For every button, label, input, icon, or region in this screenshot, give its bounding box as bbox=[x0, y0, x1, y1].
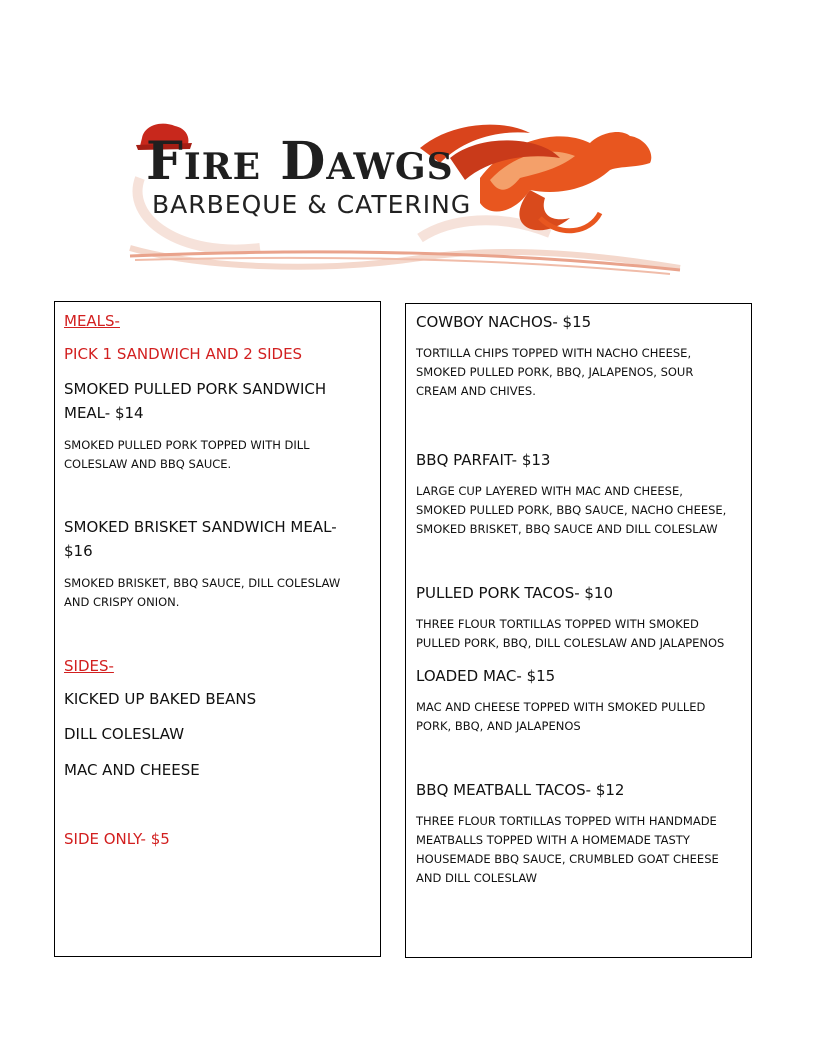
meals-heading: MEALS- bbox=[64, 312, 120, 330]
menu-item-title: BBQ PARFAIT- $13 bbox=[416, 451, 551, 469]
side-item: DILL COLESLAW bbox=[64, 725, 185, 743]
fire-dawgs-logo bbox=[120, 118, 700, 288]
meals-and-sides-panel bbox=[54, 301, 381, 957]
menu-item-title: COWBOY NACHOS- $15 bbox=[416, 313, 592, 331]
menu-item-title: PULLED PORK TACOS- $10 bbox=[416, 584, 614, 602]
menu-item-title: SMOKED PULLED PORK SANDWICH bbox=[64, 380, 327, 398]
menu-item-description: THREE FLOUR TORTILLAS TOPPED WITH SMOKED bbox=[416, 617, 699, 631]
menu-item-description: SMOKED BRISKET, BBQ SAUCE, DILL COLESLAW bbox=[64, 576, 341, 590]
menu-item-description: PULLED PORK, BBQ, DILL COLESLAW AND JALAPENOS bbox=[416, 636, 725, 650]
menu-item-description: AND DILL COLESLAW bbox=[416, 871, 538, 885]
menu-item-description: LARGE CUP LAYERED WITH MAC AND CHEESE, bbox=[416, 484, 683, 498]
sides-heading: SIDES- bbox=[64, 657, 114, 675]
menu-item-description: SMOKED PULLED PORK, BBQ SAUCE, NACHO CHEESE, bbox=[416, 503, 727, 517]
side-item: KICKED UP BAKED BEANS bbox=[64, 690, 257, 708]
menu-item-price: MEAL- $14 bbox=[64, 404, 144, 422]
menu-item-description: SMOKED BRISKET, BBQ SAUCE AND DILL COLESLAW bbox=[416, 522, 718, 536]
menu-item-description: PORK, BBQ, AND JALAPENOS bbox=[416, 719, 581, 733]
menu-item-description: SMOKED PULLED PORK TOPPED WITH DILL bbox=[64, 438, 310, 452]
menu-item-price: $16 bbox=[64, 542, 93, 560]
specialty-items-panel bbox=[405, 303, 752, 958]
menu-item-description: COLESLAW AND BBQ SAUCE. bbox=[64, 457, 232, 471]
menu-item-description: MAC AND CHEESE TOPPED WITH SMOKED PULLED bbox=[416, 700, 706, 714]
brand-name: Fire Dawgs bbox=[146, 131, 454, 192]
menu-item-description: TORTILLA CHIPS TOPPED WITH NACHO CHEESE, bbox=[416, 346, 692, 360]
menu-item-description: HOUSEMADE BBQ SAUCE, CRUMBLED GOAT CHEESE bbox=[416, 852, 719, 866]
menu-item-description: SMOKED PULLED PORK, BBQ, JALAPENOS, SOUR bbox=[416, 365, 694, 379]
side-only-price: SIDE ONLY- $5 bbox=[64, 830, 170, 848]
meals-subheading: PICK 1 SANDWICH AND 2 SIDES bbox=[64, 345, 303, 363]
brand-tagline: BARBEQUE & CATERING bbox=[152, 190, 472, 219]
menu-item-description: THREE FLOUR TORTILLAS TOPPED WITH HANDMADE bbox=[416, 814, 717, 828]
menu-item-description: CREAM AND CHIVES. bbox=[416, 384, 536, 398]
menu-item-description: AND CRISPY ONION. bbox=[64, 595, 180, 609]
menu-item-description: MEATBALLS TOPPED WITH A HOMEMADE TASTY bbox=[416, 833, 690, 847]
menu-item-title: SMOKED BRISKET SANDWICH MEAL- bbox=[64, 518, 337, 536]
menu-item-title: LOADED MAC- $15 bbox=[416, 667, 556, 685]
menu-item-title: BBQ MEATBALL TACOS- $12 bbox=[416, 781, 625, 799]
side-item: MAC AND CHEESE bbox=[64, 761, 200, 779]
